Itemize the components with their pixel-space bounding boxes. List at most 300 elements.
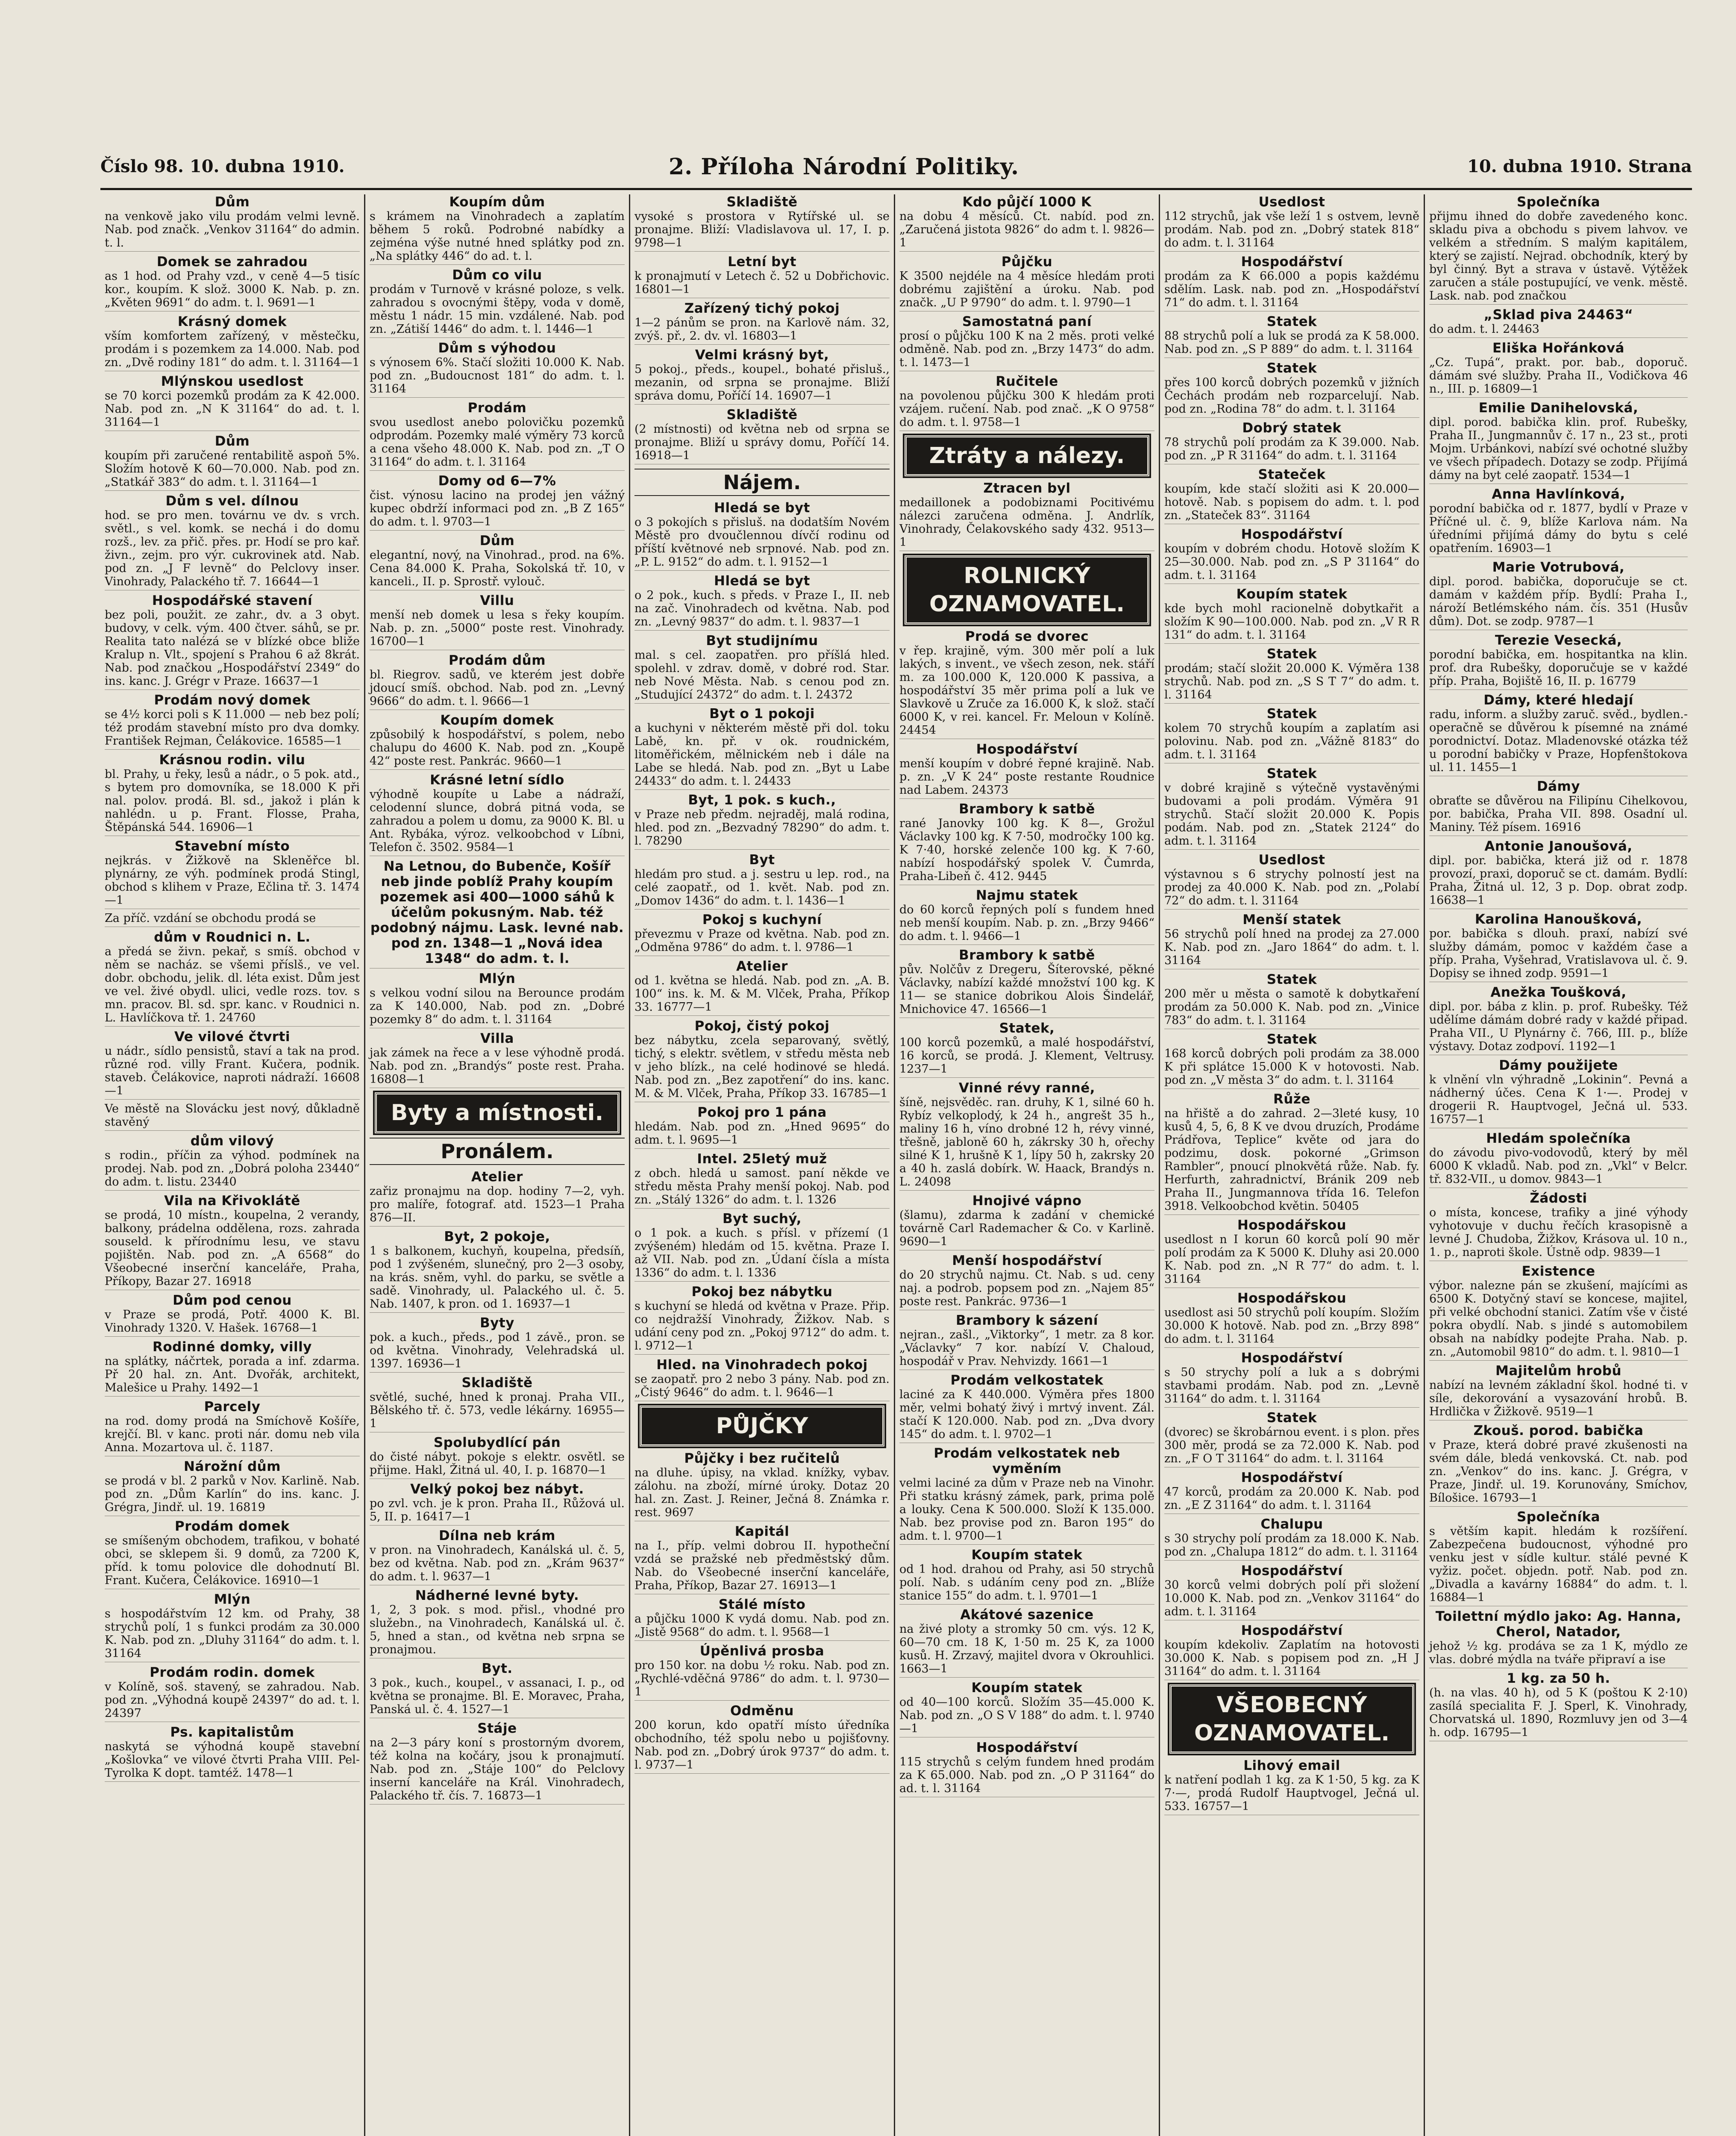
ad-headline: Byt o 1 pokoji	[709, 706, 815, 722]
ad-text: výbor. nalezne pán se zkušení, majícími as 6500 K. Dotyčný staví se koncese, majitel, při velké obchodní stanici. Zatím vše v čisté pokra obydlí. Nab. s jindé s automobilem obsah na nabídky podejte Praha. Nab. p. zn. „Automobil 9810“ do adm. t. l. 9810—1	[1429, 1279, 1688, 1358]
classified-ad	[1429, 1509, 1688, 1606]
classified-ad	[1429, 1423, 1688, 1507]
ad-text: k vlnění vln výhradně „Lokinin“. Pevná a nádherný účes. Cena K 1·—. Prodej v drogerii R. Hauptvogel, Ječná ul. 533. 16757—1	[1429, 1073, 1688, 1126]
ad-text: s kuchyní se hledá od května v Praze. Přip. co nejdražší Vinohrady, Žižkov. Nab. s udání ceny pod zn. „Pokoj 9712“ do adm. t. l. 9712—1	[634, 1300, 890, 1353]
ad-headline: Villa	[480, 1031, 514, 1046]
classified-ad	[105, 692, 360, 750]
ad-headline: Odměnu	[730, 1703, 794, 1719]
ad-headline: Společníka	[1516, 1509, 1601, 1525]
ad-headline: Byt.	[482, 1661, 513, 1676]
classified-ad	[370, 1229, 625, 1313]
column-1	[100, 194, 365, 2136]
classified-ad	[370, 1588, 625, 1658]
ad-headline: Villu	[480, 593, 514, 608]
newspaper-page	[100, 154, 1692, 2136]
classified-ad	[1429, 1609, 1688, 1668]
ad-headline: Letní byt	[728, 254, 796, 270]
classified-ad	[1164, 646, 1419, 704]
ad-headline: Prodám	[467, 400, 527, 416]
ad-headline: Brambory k satbě	[959, 948, 1095, 963]
ad-text: o 1 pok. a kuch. s přísl. v přízemí (1 zvýšeném) hledám od 15. května. Praze I. až VII. Nab. pod zn. „Údaní čísla a místa 1336“ do adm. t. l. 1336	[634, 1226, 890, 1279]
ad-text: do adm. t. l. 24463	[1429, 323, 1539, 336]
classified-ad	[1429, 985, 1688, 1055]
classified-ad	[899, 1680, 1154, 1737]
ad-text: porodní babička, em. hospitantka na klin. prof. dra Rubešky, doporučuje se v každé příp. Praha, Bojiště 16, II. p. 16779	[1429, 648, 1688, 688]
classified-ad	[105, 434, 360, 491]
ad-headline: dům v Roudnici n. L.	[154, 930, 311, 945]
classified-ad	[1164, 314, 1419, 358]
ad-headline: Prodám rodin. domek	[150, 1665, 315, 1680]
classified-ad	[1429, 487, 1688, 557]
ad-headline: Krásné letní sídlo	[430, 772, 564, 788]
column-5	[1160, 194, 1425, 2136]
ad-text: as 1 hod. od Prahy vzd., v ceně 4—5 tisíc kor., koupím. K slož. 3000 K. Nab. p. zn. „Květen 9691“ do adm. t. l. 9691—1	[105, 270, 360, 309]
section-heading-najem: Nájem.	[634, 469, 890, 496]
ad-text: koupím v dobrém chodu. Hotově složím K 25—30.000. Nab. pod zn. „S P 31164“ do adm. t. l. 31164	[1164, 542, 1419, 582]
classified-ad	[370, 859, 625, 968]
ad-headline: Hospodářství	[976, 1740, 1078, 1755]
ad-text: (šlamu), zdarma k zadání v chemické továrně Carl Rademacher & Co. v Karlině. 9690—1	[899, 1209, 1154, 1248]
ad-text: „Cz. Tupá“, prakt. por. bab., doporuč. dámám své služby. Praha II., Vodičkova 46 n., III. p. 16809—1	[1429, 356, 1688, 396]
section-banner-vseobecny: VŠEOBECNÝ OZNAMOVATEL.	[1169, 1684, 1414, 1754]
ad-text: 1 s balkonem, kuchyň, koupelna, předsíň, pod 1 zvýšeném, slunečný, pro 2—3 osoby, na krás. sněm, vyhl. do parku, se světle a sadě. Vinohrady, ul. Palackého ul. č. 5. Nab. 1407, k pron. od 1. 16937—1	[370, 1244, 625, 1311]
ad-text: prodám v Turnově v krásné poloze, s velk. zahradou s ovocnými štěpy, voda v domě, městu 1 nádr. 15 min. vzdálené. Nab. pod zn. „Zátiší 1446“ do adm. t. l. 1446—1	[370, 283, 625, 336]
classified-ad	[1164, 1563, 1419, 1620]
classified-ad	[899, 254, 1154, 311]
classified-ad	[899, 1446, 1154, 1545]
ad-text: prodám za K 66.000 a popis každému sdělím. Lask. nab. pod zn. „Hospodářství 71“ do adm. t. l. 31164	[1164, 270, 1419, 309]
ad-headline: Byt studijnímu	[706, 633, 818, 648]
ad-headline: Ztracen byl	[983, 481, 1071, 496]
classified-ad	[105, 752, 360, 836]
classified-ad	[1429, 1191, 1688, 1261]
ad-headline: Statek	[1266, 1032, 1317, 1047]
classified-ad	[1164, 1758, 1419, 1815]
ad-text: dipl. por. bába z klin. p. prof. Rubešky. Též udělíme dámám dobré rady v každé připad. Praha VII., U Plynárny č. 766, III. p., blíže výstavy. Dotaz zodpoví. 1192—1	[1429, 1000, 1688, 1053]
ad-text: o místa, koncese, trafiky a jiné výhody vyhotovuje v duchu řečích krasopisně a levné J. Chudoba, Žižkov, Krásova ul. 10 n., 1. p., naproti škole. Ústně odp. 9839—1	[1429, 1206, 1688, 1259]
classified-ad	[105, 493, 360, 590]
classified-ad	[105, 1339, 360, 1397]
classified-ad	[899, 948, 1154, 1018]
ad-headline: Koupím statek	[1236, 587, 1348, 602]
classified-ad	[899, 374, 1154, 431]
ad-text: Za příč. vzdání se obchodu prodá se	[105, 912, 316, 925]
ad-text: svou usedlost anebo polovičku pozemků odprodám. Pozemky malé výměry 73 korců a cena všeho 48.000 K. Nab. pod zn. „T O 31164“ do adm. t. l. 31164	[370, 416, 625, 469]
ad-headline: Vinné révy ranné,	[958, 1080, 1096, 1096]
ad-headline: Toilettní mýdlo jako: Ag. Hanna, Cherol, Natador,	[1435, 1609, 1682, 1640]
ad-headline: Prodám domek	[175, 1519, 290, 1534]
classified-ad	[634, 633, 890, 704]
ad-headline: Statek	[1266, 646, 1317, 662]
classified-ad	[634, 1524, 890, 1594]
ad-headline: Mlýn	[214, 1592, 251, 1607]
ad-text: na dobu 4 měsíců. Ct. nabíd. pod zn. „Zaručená jistota 9826“ do adm t. l. 9826—1	[899, 210, 1154, 249]
section-heading-pronalem: Pronálem.	[370, 1138, 625, 1165]
ad-headline: Statek	[1266, 706, 1317, 722]
classified-ad	[1429, 1264, 1688, 1361]
ad-headline: Dům co vilu	[452, 267, 542, 283]
ad-text: usedlost n I korun 60 korců polí 90 měr polí prodám za K 5000 K. Dluhy asi 20.000 K. Nab. pod zn. „N R 77“ do adm. t. l. 31164	[1164, 1233, 1419, 1286]
ad-text: na rod. domy prodá na Smíchově Košíře, krejčí. Bl. v kanc. proti nár. domu neb vila Anna. Mozartova ul. č. 1187.	[105, 1414, 360, 1454]
ad-headline: Žádosti	[1530, 1191, 1587, 1206]
ad-headline: Stálé místo	[718, 1597, 806, 1612]
classified-ad	[370, 1375, 625, 1432]
ad-text: (dvorec) se škrobárnou event. i s plon. přes 300 měr, prodá se za 72.000 K. Nab. pod zn. „F O T 31164“ do adm. t. l. 31164	[1164, 1426, 1419, 1465]
ad-headline: Anežka Toušková,	[1490, 985, 1627, 1000]
ad-headline: Samostatná paní	[962, 314, 1092, 329]
ad-text: v Praze neb předm. nejraděj, malá rodina, hled. pod zn. „Bezvadný 78290“ do adm. t. l. 78290	[634, 808, 890, 848]
ad-text: přes 100 korců dobrých pozemků v jižních Čechách prodám neb rozparcelují. Nab. pod zn. „Rodina 78“ do adm. t. l. 31164	[1164, 376, 1419, 416]
classified-ad	[370, 1661, 625, 1718]
ad-text: 78 strychů polí prodám za K 39.000. Nab. pod zn. „P R 31164“ do adm. t. l. 31164	[1164, 436, 1419, 462]
ad-text: na živé ploty a stromky 50 cm. výs. 12 K, 60—70 cm. 18 K, 1·50 m. 25 K, za 1000 kusů. H. Zrzavý, majitel dvora v Okrouhlici. 1663—1	[899, 1623, 1154, 1675]
ad-headline: Dům	[214, 194, 250, 210]
ad-text: a kuchyni v některém městě při dol. toku Labě, kn. př. v ok. roudnickém, litoměřickém, mělnickém neb i dále na Labe se hledá. Nab. pod zn. „Byt u Labe 24433“ do adm. t. l. 24433	[634, 722, 890, 788]
ad-headline: Mlýnskou usedlost	[161, 374, 304, 389]
ad-headline: Skladiště	[461, 1375, 533, 1391]
ad-text: k natření podlah 1 kg. za K 1·50, 5 kg. za K 7·—, prodá Rudolf Hauptvogel, Ječná ul. 533. 16757—1	[1164, 1773, 1419, 1813]
ad-text: v dobré krajině s výtečně vystavěnými budovami a poli prodám. Výměra 91 strychů. Stačí složit 20.000 K. Popis podám. Nab. pod zn. „Statek 2124“ do adm. t. l. 31164	[1164, 781, 1419, 848]
classified-ad	[1429, 194, 1688, 305]
classified-ad	[899, 888, 1154, 945]
ad-text: prodám; stačí složit 20.000 K. Výměra 138 strychů. Nab. pod zn. „S S T 7“ do adm. t. l. 31164	[1164, 662, 1419, 701]
ad-text: jehož ½ kg. prodáva se za 1 K, mýdlo ze vlas. dobré mýdla na tváře připraví a ise	[1429, 1640, 1688, 1666]
classified-ad	[1164, 194, 1419, 252]
classified-ad	[899, 1193, 1154, 1250]
ad-text: s velkou vodní silou na Berounce prodám za K 140.000, Nab. pod zn. „Dobré pozemky 8“ do adm. t. l. 31164	[370, 986, 625, 1026]
classified-ad	[899, 1547, 1154, 1605]
ad-headline: Byt suchý,	[723, 1211, 802, 1226]
classified-ad	[370, 1721, 625, 1804]
ad-text: koupím kdekoliv. Zaplatím na hotovosti 30.000 K. Nab. s popisem pod zn. „H J 31164“ do adm. t. l. 31164	[1164, 1638, 1419, 1678]
classified-ad	[370, 713, 625, 770]
ad-headline: Stáje	[477, 1721, 517, 1736]
ad-headline: Domek se zahradou	[156, 254, 308, 270]
ad-text: 112 strychů, jak vše leží 1 s ostvem, levně prodám. Nab. pod zn. „Dobrý statek 818“ do adm. t. l. 31164	[1164, 210, 1419, 249]
classified-ad	[1164, 361, 1419, 418]
ad-text: (2 místnosti) od května neb od srpna se pronajme. Bliží u správy domu, Poříčí 14. 16918—1	[634, 423, 890, 462]
ad-text: koupím, kde stačí složiti asi K 20.000— hotově. Nab. s popisem do adm. t. l. pod zn. „Stateček 83“. 31164	[1164, 482, 1419, 522]
ad-headline: Koupím statek	[971, 1680, 1083, 1696]
classified-ad	[634, 1357, 890, 1401]
ad-text: koupím při zaručené rentabilitě aspoň 5%. Složím hotově K 60—70.000. Nab. pod zn. „Statkář 383“ do adm. t. l. 31164—1	[105, 449, 360, 489]
ad-text: na dluhe. úpisy, na vklad. knížky, vybav. zálohu. na zboží, mírné úroky. Dotaz 20 hal. zn. Zast. J. Reiner, Ječná 8. Známka r. rest. 9697	[634, 1466, 890, 1519]
ad-text: v Praze se prodá, Potř. 4000 K. Bl. Vinohrady 1320. V. Hašek. 16768—1	[105, 1308, 360, 1335]
ad-text: výstavnou s 6 strychy polností jest na prodej za 40.000 K. Nab. pod zn. „Polabí 72“ do adm. t. l. 31164	[1164, 868, 1419, 907]
ad-headline: Prodám velkostatek	[950, 1373, 1104, 1388]
ad-text: velmi laciné za dům v Praze neb na Vinohr. Při statku krásný zámek, park, prima polě a louky. Cena K 500.000. Složí K 135.000. Nab. bez provise pod zn. Baron 195“ do adm. t. l. 9700—1	[899, 1476, 1154, 1543]
classified-ad	[634, 1451, 890, 1521]
classified-ad	[634, 912, 890, 956]
ad-headline: Krásnou rodin. vilu	[159, 752, 305, 768]
ad-headline: Koupím dům	[449, 194, 545, 210]
classified-ad	[899, 1740, 1154, 1797]
classified-ad	[1164, 706, 1419, 763]
classified-ad	[1429, 400, 1688, 484]
ad-text: nejkrás. v Žižkově na Skleněřce bl. plynárny, ze výh. podmínek prodá Stingl, obchod s klihem v Praze, Ečlina tř. 3. 1474—1	[105, 854, 360, 907]
classified-ad	[105, 1725, 360, 1782]
ad-text: menší koupím v dobré řepné krajině. Nab. p. zn. „V K 24“ poste restante Roudnice nad Labem. 24373	[899, 757, 1154, 797]
classified-ad	[634, 500, 890, 571]
classified-ad	[634, 301, 890, 345]
ad-headline: Zařízený tichý pokoj	[684, 301, 840, 316]
classified-ad	[105, 1399, 360, 1456]
ad-headline: Atelier	[471, 1169, 523, 1185]
ad-headline: Pokoj bez nábytku	[691, 1284, 833, 1300]
ad-text: šíně, nejsvěděc. ran. druhy, K 1, silné 60 h. Rybíz velkoplodý, k 24 h., angrešt 35 h., maliny 16 h, víno drobné 12 h, révy vinné, třešně, jabloně 60 h, zákrsky 30 h, ořechy silné K 1, hrušně K 1, lípy 50 h, zakrsky 20 a 40 h. zaslá dobírk. W. Haack, Brandýs n. L. 24098	[899, 1096, 1154, 1188]
ad-text: nejran., zašl., „Viktorky“, 1 metr. za 8 kor. „Václavky“ 7 kor. nabízí V. Chaloud, hospodář v Prav. Nehvizdy. 1661—1	[899, 1328, 1154, 1368]
ad-text: do 60 korců řepných polí s fundem hned neb menší koupím. Nab. p. zn. „Brzy 9466“ do adm. t. l. 9466—1	[899, 903, 1154, 943]
ad-text: naskytá se výhodná koupě stavební „Košlovka“ ve vilové čtvrti Praha VIII. Pel-Tyrolka K dopt. tamtéž. 1478—1	[105, 1740, 360, 1780]
classified-ad	[105, 314, 360, 371]
ad-text: na venkově jako vilu prodám velmi levně. Nab. pod značk. „Venkov 31164“ do admin. t. l.	[105, 210, 360, 249]
ad-text: dipl. porod. babička klin. prof. Rubešky, Praha II., Jungmannův č. 17 n., 23 st., proti Mojm. Urbánkovi, nabízí své ochotné služby ve všech případech. Dotazy se zodp. Přijímá dámy na byt celé zaopatř. 1534—1	[1429, 416, 1688, 482]
ad-text: radu, inform. a služby zaruč. svěd., bydlen.-operačně se důvěrou k písemné na známé porodnictví. Dotaz. Mladenovské otázka též u porodní babičky v Praze, Hopfenštokova ul. 11. 1455—1	[1429, 708, 1688, 774]
ad-text: obraťte se důvěrou na Filipínu Cihelkovou, por. babička, Praha VII. 898. Osadní ul. Maniny. Též písem. 16916	[1429, 794, 1688, 834]
ad-headline: Společníka	[1516, 194, 1601, 210]
ad-headline: Stavební místo	[174, 839, 290, 854]
ad-text: 1—2 pánům se pron. na Karlově nám. 32, zvýš. př., 2. dv. vl. 16803—1	[634, 316, 890, 343]
ad-headline: Spolubydlící pán	[433, 1435, 561, 1450]
ad-headline: Hospodářskou	[1237, 1218, 1347, 1233]
ad-headline: Hospodářství	[1241, 1623, 1343, 1638]
ad-headline: Dámy, které hledají	[1483, 692, 1633, 708]
ad-text: po zvl. vch. je k pron. Praha II., Růžová ul. 5, II. p. 16417—1	[370, 1497, 625, 1523]
classified-ad	[105, 1133, 360, 1191]
ad-headline: Usedlost	[1258, 194, 1325, 210]
section-banner-rolnicky: ROLNICKÝ OZNAMOVATEL.	[905, 555, 1149, 625]
ad-headline: Prodá se dvorec	[965, 629, 1089, 644]
ad-headline: Eliška Hořánková	[1492, 340, 1624, 356]
ad-text: na povolenou půjčku 300 K hledám proti vzájem. ručení. Nab. pod znač. „K O 9758“ do adm. t. l. 9758—1	[899, 389, 1154, 429]
page-date-label: 10. dubna 1910. Strana	[1467, 156, 1692, 176]
ad-headline: Pokoj pro 1 pána	[697, 1105, 827, 1120]
classified-ad	[370, 1528, 625, 1585]
ad-text: o 3 pokojích s přisluš. na dodatším Novém Městě pro dvoučlennou dívčí rodinu od příští květnové neb srpnové. Nab. pod zn. „P. L. 9152“ do adm. t. l. 9152—1	[634, 516, 890, 569]
ad-text: prosí o půjčku 100 K na 2 měs. proti velké odměně. Nab. pod zn. „Brzy 1473“ do adm. t. l. 1473—1	[899, 329, 1154, 369]
classified-ad	[899, 1021, 1154, 1078]
ad-text: v Praze, která dobré pravé zkušenosti na svém dále, bledá venkovská. Ct. nab. pod zn. „Venkov“ do ins. kanc. J. Grégra, v Praze, Jindř. ul. 19. Korunovány, Smíchov, Bílošice. 16793—1	[1429, 1438, 1688, 1505]
ad-text: 168 korců dobrých poli prodám za 38.000 K při splátce 15.000 K v hotovosti. Nab. pod zn. „V města 3“ do adm. t. l. 31164	[1164, 1047, 1419, 1087]
ad-headline: Hospodářství	[1241, 527, 1343, 542]
ad-text: u nádr., sídlo pensistů, staví a tak na prod. různé rod. villy Frant. Kučera, podnik. staveb. Čelákovice, naproti nádraží. 16608—1	[105, 1045, 360, 1097]
classified-ad	[899, 314, 1154, 371]
ad-headline: Hospodářství	[1241, 1470, 1343, 1485]
ad-headline: Statek	[1266, 972, 1317, 987]
classified-ad	[1429, 779, 1688, 836]
classified-ad	[634, 1643, 890, 1701]
classified-ad	[634, 1018, 890, 1102]
ad-text: přijmu ihned do dobře zavedeného konc. skladu piva a obchodu s pivem lahvov. ve velkém a středním. S malým kapitálem, který se zajistí. Nejrad. obchodník, který by byl činný. Byt a strava v ústavě. Výtěžek zaručen a stále postupující, ve venk. městě. Lask. nab. pod značkou	[1429, 210, 1688, 302]
classified-ad	[370, 1315, 625, 1373]
classified-ad	[1429, 1131, 1688, 1188]
ad-text: Ve městě na Slovácku jest nový, důkladně stavěný	[105, 1102, 360, 1129]
ad-text: hledám pro stud. a j. sestru u lep. rod., na celé zaopatř., od 1. květ. Nab. pod zn. „Domov 1436“ do adm. t. l. 1436—1	[634, 868, 890, 907]
classified-ad	[1164, 467, 1419, 524]
classified-ad	[634, 347, 890, 405]
ad-headline: Kapitál	[734, 1524, 790, 1539]
classified-ad	[370, 1435, 625, 1479]
ad-text: se 4½ korci poli s K 11.000 — neb bez polí; též prodám stavební místo pro dva domky. František Rejman, Čelákovice. 16585—1	[105, 708, 360, 748]
ad-headline: Úpěnlivá prosba	[699, 1643, 825, 1659]
classified-ad	[899, 481, 1154, 551]
ad-headline: Nárožní dům	[183, 1459, 281, 1474]
ad-text: 3 pok., kuch., koupel., v assanaci, I. p., od května se pronajme. Bl. E. Moravec, Praha, Panská ul. č. 4. 1527—1	[370, 1676, 625, 1716]
ad-text: laciné za K 440.000. Výměra přes 1800 měr, velmi bohatý živý i mrtvý invent. Zál. stačí K 120.000. Nab. pod zn. „Dva dvory 145“ do adm. t. l. 9702—1	[899, 1388, 1154, 1441]
classified-ad	[899, 801, 1154, 885]
ad-headline: Koupím domek	[440, 713, 554, 728]
ad-headline: Najmu statek	[975, 888, 1078, 903]
classified-ad	[105, 1293, 360, 1337]
classified-ad	[370, 340, 625, 398]
ad-text: převezmu v Praze od května. Nab. pod zn. „Odměna 9786“ do adm. t. l. 9786—1	[634, 927, 890, 954]
classified-ad	[899, 1253, 1154, 1310]
ad-text: porodní babička od r. 1877, bydlí v Praze v Příčné ul. č. 9, blíže Karlova nám. Na úředními přijímá dámy do bytu s celé opatřením. 16903—1	[1429, 502, 1688, 555]
classified-ad	[370, 1482, 625, 1526]
ad-text: kde bych mohl racionelně dobytkařit a složím K 90—100.000. Nab. pod zn. „V R R 131“ do adm. t. l. 31164	[1164, 602, 1419, 642]
ad-headline: Pokoj, čistý pokoj	[694, 1018, 830, 1034]
ad-headline: Zkouš. porod. babička	[1473, 1423, 1644, 1438]
ad-text: 115 strychů s celým fundem hned prodám za K 65.000. Nab. pod zn. „O P 31164“ do ad. t. l. 31164	[899, 1755, 1154, 1795]
classified-ad	[1429, 340, 1688, 398]
ad-text: dipl. porod. babička, doporučuje se ct. damám v každém příp. Bydlí: Praha I., nároží Betlémského nám. čís. 351 (Husův dům). Dot. se zodp. 9787—1	[1429, 575, 1688, 628]
classified-ad	[634, 194, 890, 252]
ad-headline: Hospodářství	[1241, 1563, 1343, 1579]
classified-ad	[370, 194, 625, 265]
ad-text: kolem 70 strychů koupím a zaplatím asi polovinu. Nab. pod zn. „Vážně 8183“ do adm. t. l. 31164	[1164, 722, 1419, 761]
ad-headline: Hled. na Vinohradech pokoj	[656, 1357, 868, 1373]
classified-ad	[1429, 839, 1688, 909]
column-3	[630, 194, 895, 2136]
classified-ad	[1429, 1671, 1688, 1741]
ad-headline: Pokoj s kuchyní	[702, 912, 822, 927]
ad-headline: Lihový email	[1243, 1758, 1340, 1773]
ad-headline: Ps. kapitalistům	[170, 1725, 294, 1740]
ad-headline: Hospodářství	[976, 742, 1078, 757]
classified-ad	[634, 407, 890, 464]
ad-headline: Stateček	[1258, 467, 1326, 482]
ad-headline: Anna Havlínková,	[1492, 487, 1625, 502]
classified-ad	[370, 473, 625, 531]
ad-headline: Hledá se byt	[714, 573, 810, 589]
ad-headline: Brambory k sázení	[956, 1313, 1098, 1328]
ad-text: 56 strychů polí hned na prodej za 27.000 K. Nab. pod zn. „Jaro 1864“ do adm. t. l. 31164	[1164, 927, 1419, 967]
ad-text: k pronajmutí v Letech č. 52 u Dobřichovic. 16801—1	[634, 270, 890, 296]
classified-ad	[1164, 420, 1419, 464]
ad-text: na hřiště a do zahrad. 2—3leté kusy, 10 kusů 4, 5, 6, 8 K ve dvou druzích, Prodáme Prádřova, Teplice“ květe od jara do podzimu, dosk. pokorné „Grimson Rambler“, pnoucí plnokvětá růže. Nab. fy. Herfurth, zahradnictví, Bránik 209 neb Praha II., Jungmannova třída 16. Telefon 3918. Velkoobchod květin. 50405	[1164, 1107, 1419, 1213]
ad-headline: Byt, 2 pokoje,	[444, 1229, 550, 1244]
classified-ad	[1164, 587, 1419, 644]
column-2	[365, 194, 630, 2136]
ad-headline: Velmi krásný byt,	[695, 347, 829, 363]
classified-ad	[634, 573, 890, 631]
ad-headline: Dům	[214, 434, 250, 449]
ad-text: na 2—3 páry koní s prostorným dvorem, též kolna na kočáry, jsou k pronajmutí. Nab. pod zn. „Stáje 100“ do Pelclovy inserní kanceláře na Král. Vinohradech, Palackého tř. čís. 7. 16873—1	[370, 1736, 625, 1802]
ad-text: pův. Nolčův z Dregeru, Šíterovské, pěkné Václavky, nabízí každé množství 100 kg. K 11— se stanice dobrikou Alois Šindelář, Mnichovice 47. 16566—1	[899, 963, 1154, 1016]
classified-ad	[370, 533, 625, 590]
classified-ad	[899, 629, 1154, 739]
ad-headline: Velký pokoj bez nábyt.	[410, 1482, 584, 1497]
classified-ad	[105, 374, 360, 431]
classified-ad	[105, 930, 360, 1027]
classified-ad	[634, 254, 890, 298]
classified-ad	[634, 706, 890, 790]
ad-text: výhodně koupíte u Labe a nádraží, celodenní slunce, dobrá pitná voda, se zahradou a polem u domu, za 9000 K. Bl. u Ant. Rybáka, výroz. velkoobchod v Líbni, Telefon č. 3502. 9584—1	[370, 788, 625, 854]
ad-headline: Půjčku	[1001, 254, 1053, 270]
classified-ad	[899, 194, 1154, 252]
ad-headline: Byty	[480, 1315, 514, 1331]
ad-headline: Karolina Hanoušková,	[1475, 912, 1642, 927]
section-banner-pujcky: PŮJČKY	[640, 1405, 884, 1446]
ad-text: a půjčku 1000 K vydá domu. Nab. pod zn. „Jistě 9568“ do adm. t. l. 9568—1	[634, 1612, 890, 1639]
ad-headline: Existence	[1522, 1264, 1595, 1279]
ad-text: na splátky, náčrtek, porada a inf. zdarma. Př 20 hal. zn. Ant. Dvořák, architekt, Malešice u Prahy. 1492—1	[105, 1355, 360, 1394]
ad-headline: Mlýn	[479, 971, 516, 986]
classified-ad	[1164, 1291, 1419, 1348]
classified-ad	[1429, 560, 1688, 630]
ad-text: do čisté nábyt. pokoje s elektr. osvětl. se přijme. Hakl, Žitná ul. 40, I. p. 16870—1	[370, 1450, 625, 1477]
ad-text: v Kolíně, soš. stavený, se zahradou. Nab. pod zn. „Výhodná koupě 24397“ do ad. t. l. 24397	[105, 1680, 360, 1720]
ad-text: rané Janovky 100 kg. K 8—, Grožul Václavky 100 kg. K 7·50, modročky 100 kg. K 7·40, horské zelenče 100 kg. K 7·60, nabízí hospodářský spolek V. Čumrda, Praha-Libeň č. 412. 9445	[899, 817, 1154, 883]
ad-text: 47 korců, prodám za 20.000 K. Nab. pod zn. „E Z 31164“ do adm. t. l. 31164	[1164, 1485, 1419, 1512]
ad-text: v pron. na Vinohradech, Kanálská ul. č. 5, bez od května. Nab. pod zn. „Krám 9637“ do adm. t. l. 9637—1	[370, 1543, 625, 1583]
ad-headline: Koupím statek	[971, 1547, 1083, 1563]
ad-headline: Byt, 1 pok. s kuch.,	[688, 792, 836, 808]
classified-ad	[899, 1373, 1154, 1443]
ad-text: 1, 2, 3 pok. s mod. přisl., vhodné pro služebn., na Vinohradech, Kanálská ul. č. 5, hned a stan., od května neb srpna se pronajmou.	[370, 1603, 625, 1656]
classified-ad	[634, 1284, 890, 1355]
classified-ad	[1429, 912, 1688, 982]
ad-text: jak zámek na řece a v lese výhodně prodá. Nab. pod zn. „Brandýs“ poste rest. Praha. 16808—1	[370, 1046, 625, 1086]
ad-headline: Parcely	[204, 1399, 261, 1414]
classified-ad	[1429, 633, 1688, 690]
ad-headline: Růže	[1273, 1091, 1310, 1107]
ad-text: menší neb domek u lesa s řeky koupím. Nab. p. zn. „5000“ poste rest. Vinohrady. 16700—1	[370, 608, 625, 648]
classified-ad	[370, 653, 625, 710]
ad-headline: Vila na Křivoklátě	[164, 1193, 300, 1209]
ad-text: por. babička s dlouh. praxí, nabízí své služby dámám, pomoc v každém čase a příp. Praha, Vyšehrad, Vratislavova ul. č. 9. Dopisy se ihned zodp. 9591—1	[1429, 927, 1688, 980]
classified-ad	[899, 1607, 1154, 1678]
section-banner-byty: Byty a místnosti.	[375, 1092, 620, 1133]
classified-ad	[1429, 1363, 1688, 1420]
ad-text: K 3500 nejdéle na 4 měsíce hledám proti dobrému zajištění a úroku. Nab. pod značk. „U P 9790“ do adm. t. l. 9790—1	[899, 270, 1154, 309]
ad-headline: Půjčky i bez ručitelů	[684, 1451, 840, 1466]
ad-text: medaillonek a podobiznami Pocitivému nálezci zaručena odměna. J. Andrlík, Vinohrady, Čelakovského sady 432. 9513—1	[899, 496, 1154, 549]
ad-text: a předá se živn. pekař, s smíš. obchod v něm se nacház. se všemi příslš., ve vel. dobr. obchodu, jelik. dl. léta exist. Dům jest ve vel. živé obydl. ulici, vedle rozs. tov. s mn. pracov. Bl. sd. spr. kanc. v Roudnici n. L. Havlíčkova tř. 1. 24760	[105, 945, 360, 1024]
classified-ad	[634, 1105, 890, 1149]
ad-headline: Akátové sazenice	[960, 1607, 1094, 1623]
classified-ad	[105, 1519, 360, 1589]
ad-text: bez poli, použit. ze zahr., dv. a 3 obyt. budovy, v celk. vým. 400 čtver. sáhů, se pr. Realita tato nalézá se v blízké obce bliže Kralup n. Vlt., spojení s Prahou 6 až 8krát. Nab. pod značkou „Hospodářství 2349“ do ins. kanc. J. Grégr v Praze. 16637—1	[105, 608, 360, 688]
ad-headline: 1 kg. za 50 h.	[1507, 1671, 1610, 1686]
classified-ad	[370, 267, 625, 338]
ad-headline: Skladiště	[726, 194, 798, 210]
ad-headline: Dům s výhodou	[438, 340, 556, 356]
ad-headline: Dům	[479, 533, 515, 549]
ad-text: se 70 korci pozemků prodám za K 42.000. Nab. pod zn. „N K 31164“ do ad. t. l. 31164—1	[105, 389, 360, 429]
ad-text: 88 strychů polí a luk se prodá za K 58.000. Nab. pod zn. „S P 889“ do adm. t. l. 31164	[1164, 329, 1419, 356]
ad-headline: Antonie Janoušová,	[1484, 839, 1633, 854]
ad-headline: Hledá se byt	[714, 500, 810, 516]
classified-ad	[1164, 1517, 1419, 1561]
ad-text: vším komfortem zařízený, v městečku, prodám i s pozemkem za 14.000. Nab. pod zn. „Dvě rodiny 181“ do adm. t. l. 31164—1	[105, 329, 360, 369]
classified-ad	[1164, 1470, 1419, 1514]
ad-headline: Brambory k satbě	[959, 801, 1095, 817]
classified-ad	[634, 1211, 890, 1282]
ad-text: bl. Riegrov. sadů, ve kterém jest dobře jdoucí smíš. obchod. Nab. pod zn. „Levný 9666“ do adm. t. l. 9666—1	[370, 668, 625, 708]
ad-headline: dům vilový	[190, 1133, 274, 1149]
ad-text: (h. na vlas. 40 h), od 5 K (poštou K 2·10) zasílá specialita F. J. Sperl, K. Vinohrady, Chorvatská ul. 1890, Rozmluvy jen od 3—4 h. odp. 16795—1	[1429, 1686, 1688, 1739]
